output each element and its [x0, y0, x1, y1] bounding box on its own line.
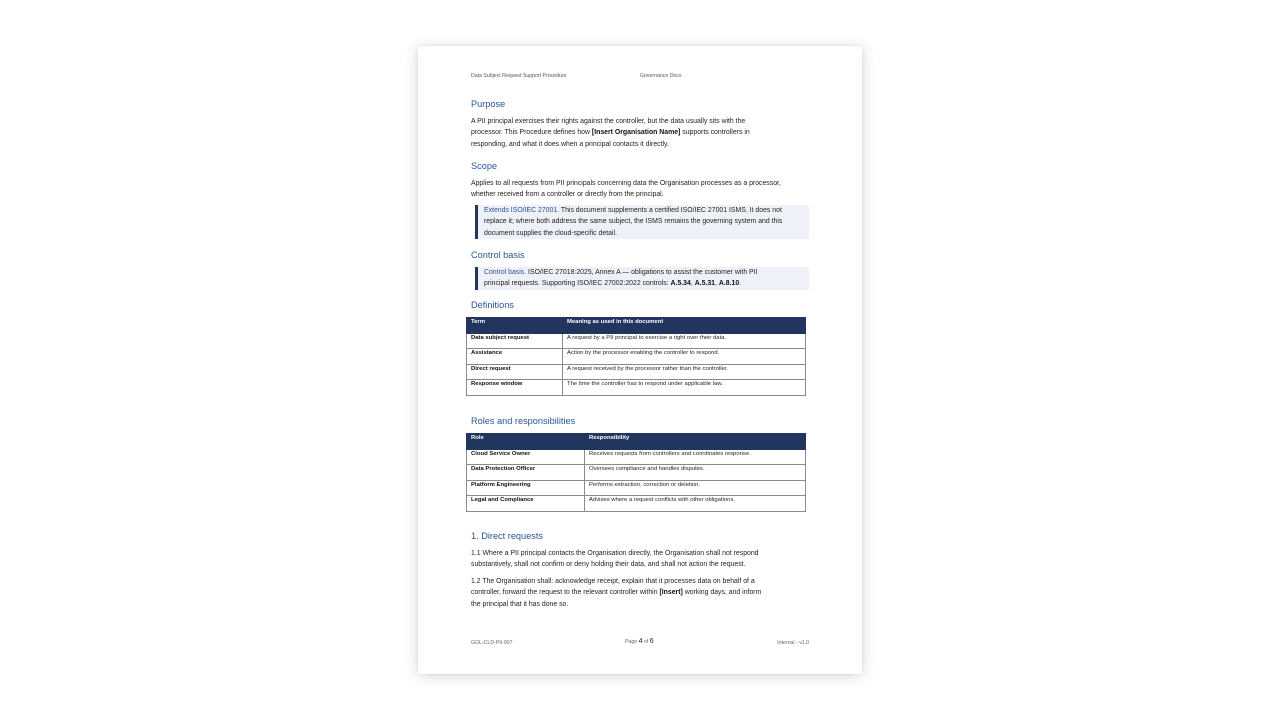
control-basis-line-2	[484, 278, 809, 289]
control-ref: A.5.34	[670, 280, 691, 288]
column-header: Term	[467, 318, 563, 334]
scope-paragraph	[471, 178, 811, 201]
table-row	[467, 450, 806, 465]
table-header-row	[467, 318, 806, 334]
role-cell: Platform Engineering	[467, 480, 585, 495]
heading-purpose: Purpose	[471, 99, 506, 109]
meaning-cell: The time the controller has to respond under applicable law.	[563, 380, 806, 395]
table-row	[467, 364, 806, 379]
responsibility-cell: Performs extraction, correction or deletion.	[585, 480, 806, 495]
table-row	[467, 496, 806, 511]
responsibility-cell: Advises where a request conflicts with other obligations.	[585, 496, 806, 511]
callout-lead: Extends ISO/IEC 27001.	[484, 207, 560, 214]
definitions-table	[466, 317, 806, 396]
term-cell: Direct request	[467, 364, 563, 379]
footer-classification: Internal - v1.0	[777, 640, 809, 646]
heading-definitions: Definitions	[471, 300, 514, 310]
callout-line-1	[484, 205, 809, 216]
page-label: Page	[625, 639, 638, 645]
column-header: Role	[467, 434, 585, 450]
role-cell: Cloud Service Owner	[467, 450, 585, 465]
responsibility-cell: Receives requests from controllers and coordinates response.	[585, 450, 806, 465]
clause-1-2-line-1: 1.2 The Organisation shall: acknowledge receipt, explain that it processes data on behalf of a	[471, 578, 755, 585]
control-sep: ,	[690, 280, 695, 288]
page-current: 4	[638, 638, 643, 645]
table-header-row	[467, 434, 806, 450]
term-cell: Assistance	[467, 349, 563, 364]
control-basis-callout	[475, 267, 809, 290]
scope-line-1: Applies to all requests from PII principals concerning data the Organisation processes as a processor,	[471, 180, 781, 187]
term-cell: Data subject request	[467, 334, 563, 349]
clause-1-2-line-2-start: controller, forward the request to the relevant controller within	[471, 589, 660, 597]
clause-1-2-line-2-end: working days, and inform	[682, 589, 762, 597]
purpose-line-2-start: processor. This Procedure defines how	[471, 129, 592, 137]
purpose-line-2-end: supports controllers in	[680, 129, 750, 137]
control-ref: A.5.31	[694, 280, 716, 288]
table-row	[467, 334, 806, 349]
clause-1-1	[471, 548, 811, 571]
org-name-placeholder: [Insert Organisation Name]	[591, 129, 681, 137]
column-header: Meaning as used in this document	[563, 318, 806, 334]
document-page	[418, 46, 862, 674]
heading-scope: Scope	[471, 161, 498, 171]
table-row	[467, 380, 806, 395]
responsibility-cell: Oversees compliance and handles disputes.	[585, 465, 806, 480]
heading-control-basis: Control basis	[471, 250, 525, 260]
heading-roles: Roles and responsibilities	[471, 416, 576, 426]
callout-line-2: replace it; where both address the same subject, the ISMS remains the governing system and this	[484, 218, 783, 226]
purpose-line-1: A PII principal exercises their rights against the controller, but the data usually sits with the	[471, 118, 746, 125]
control-basis-line-1-text: ISO/IEC 27018:2025, Annex A — obligations to assist the customer with PII	[526, 269, 758, 276]
header-section: Governance Docs	[640, 73, 682, 79]
footer-page-number	[625, 638, 654, 645]
clause-1-1-line-1: 1.1 Where a PII principal contacts the Organisation directly, the Organisation shall not respond	[471, 550, 759, 557]
control-basis-line-2-text: principal requests. Supporting ISO/IEC 27002:2022 controls:	[484, 280, 671, 288]
table-row	[467, 480, 806, 495]
clause-1-2-line-3: the principal that it has done so.	[471, 600, 569, 608]
iso-27001-callout	[475, 205, 809, 239]
clause-1-1-line-2: substantively, shall not confirm or deny holding their data, and shall not action the request.	[471, 561, 746, 569]
control-ref: A.8.10	[718, 280, 740, 288]
control-basis-line-1	[484, 267, 809, 278]
purpose-line-3: responding, and what it does when a principal contacts it directly.	[471, 140, 669, 148]
page-of: of	[643, 639, 649, 645]
page-total: 6	[649, 638, 654, 645]
table-row	[467, 349, 806, 364]
purpose-line-2	[471, 127, 811, 138]
column-header: Responsibility	[585, 434, 806, 450]
days-placeholder: [Insert]	[659, 589, 683, 597]
roles-table	[466, 433, 806, 512]
purpose-paragraph	[471, 116, 811, 150]
clause-1-2-line-2	[471, 587, 811, 598]
clause-1-2	[471, 576, 811, 610]
table-row	[467, 465, 806, 480]
term-cell: Response window	[467, 380, 563, 395]
header-doc-title: Data Subject Request Support Procedure	[471, 73, 567, 79]
footer-doc-id: GOL-CLD-PII-007	[471, 640, 513, 646]
callout-line-1-text: This document supplements a certified ISO/IEC 27001 ISMS. It does not	[559, 207, 782, 214]
control-sep: ,	[715, 280, 719, 288]
meaning-cell: A request by a PII principal to exercise a right over their data.	[563, 334, 806, 349]
control-basis-lead: Control basis.	[484, 269, 527, 276]
meaning-cell: Action by the processor enabling the controller to respond.	[563, 349, 806, 364]
role-cell: Legal and Compliance	[467, 496, 585, 511]
control-end: .	[739, 280, 742, 288]
heading-direct-requests: 1. Direct requests	[471, 531, 543, 541]
meaning-cell: A request received by the processor rather than the controller.	[563, 364, 806, 379]
callout-line-3: document supplies the cloud-specific detail.	[484, 229, 617, 237]
role-cell: Data Protection Officer	[467, 465, 585, 480]
scope-line-2: whether received from a controller or directly from the principal.	[471, 191, 664, 199]
